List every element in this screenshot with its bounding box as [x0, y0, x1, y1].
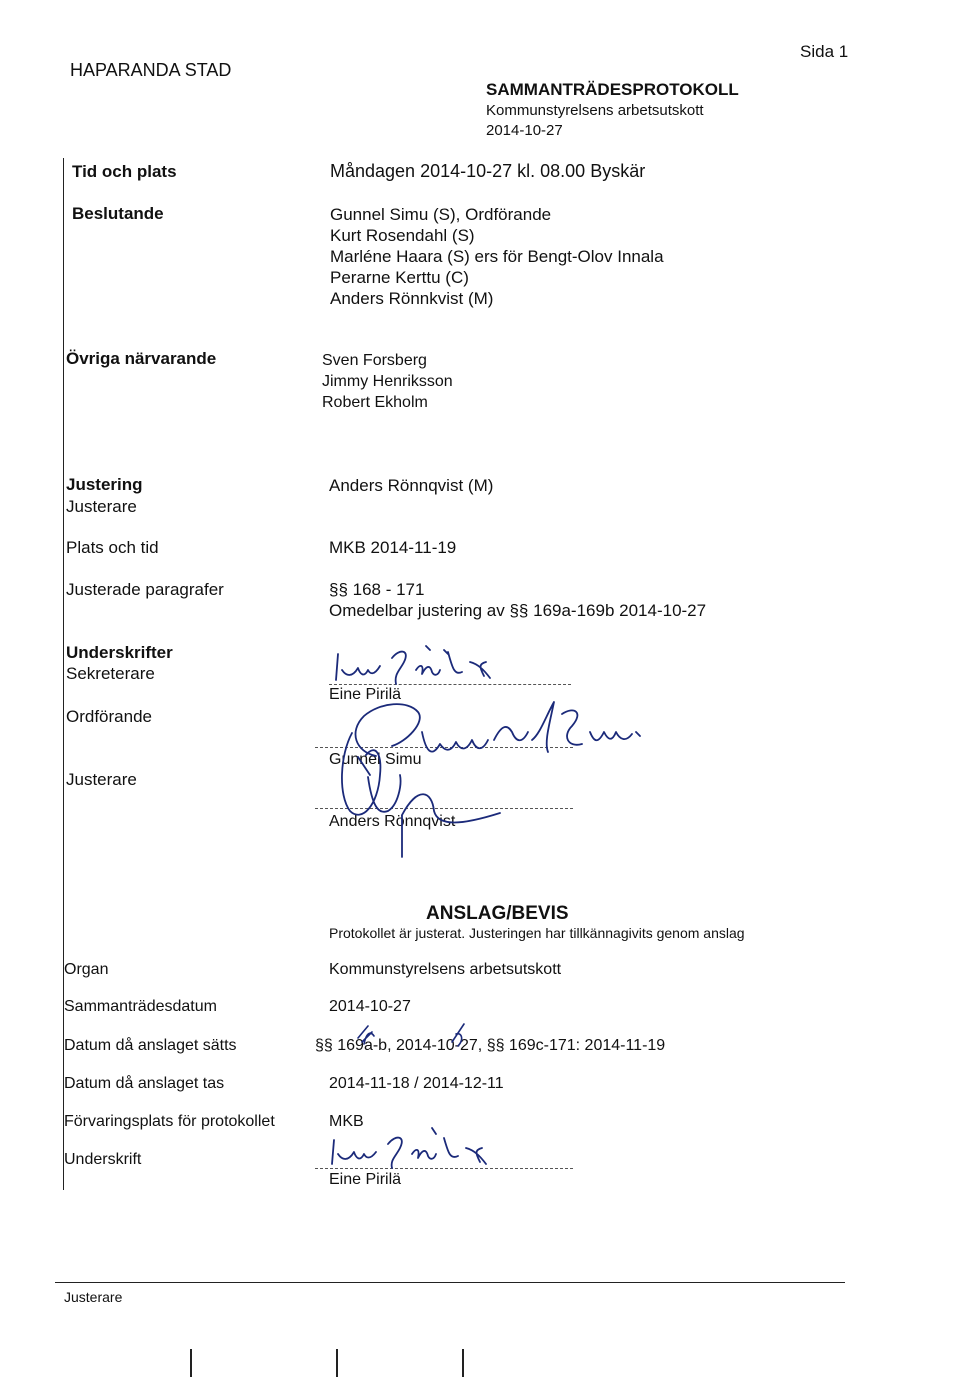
committee-name: Kommunstyrelsens arbetsutskott — [486, 102, 704, 119]
decision-maker: Perarne Kerttu (C) — [330, 268, 469, 287]
footer-initials-box-divider — [462, 1349, 464, 1377]
time-place-value: Måndagen 2014-10-27 kl. 08.00 Byskär — [330, 161, 646, 181]
chair-name: Gunnel Simu — [329, 751, 422, 768]
footer-initials-box-divider — [190, 1349, 192, 1377]
secretary-label: Sekreterare — [66, 664, 155, 683]
organ-value: Kommunstyrelsens arbetsutskott — [329, 961, 562, 978]
place-time-value: MKB 2014-11-19 — [329, 538, 457, 557]
meeting-date-label: Sammanträdesdatum — [64, 998, 217, 1015]
meeting-date-value: 2014-10-27 — [329, 998, 411, 1015]
adjusted-paragraphs-value: §§ 168 - 171 — [329, 580, 425, 599]
signature-label: Underskrift — [64, 1151, 142, 1168]
others-present-label: Övriga närvarande — [66, 349, 217, 368]
posting-date-label: Datum då anslaget sätts — [64, 1037, 237, 1054]
other-present: Sven Forsberg — [322, 352, 427, 369]
storage-place-value: MKB — [329, 1113, 364, 1130]
footer-rule — [55, 1282, 845, 1283]
time-place-label: Tid och plats — [72, 162, 177, 181]
protocol-date: 2014-10-27 — [486, 122, 563, 139]
immediate-adjustment-value: Omedelbar justering av §§ 169a-169b 2014-10-27 — [329, 601, 707, 620]
other-present: Jimmy Henriksson — [322, 373, 453, 390]
footer-initials-box-divider — [336, 1349, 338, 1377]
other-present: Robert Ekholm — [322, 394, 428, 411]
secretary-signature — [330, 636, 530, 696]
adjuster-signature — [322, 715, 502, 865]
notice-signature — [328, 1124, 528, 1174]
removal-date-label: Datum då anslaget tas — [64, 1075, 225, 1092]
signature-name: Eine Pirilä — [329, 1171, 402, 1188]
organization-name: HAPARANDA STAD — [70, 60, 232, 80]
handwritten-correction-marks — [352, 1020, 492, 1060]
left-margin-rule — [63, 158, 64, 1190]
decision-makers-list — [330, 204, 664, 309]
removal-date-value: 2014-11-18 / 2014-12-11 — [329, 1075, 504, 1092]
decision-makers-label: Beslutande — [72, 204, 164, 223]
chair-label: Ordförande — [66, 707, 152, 726]
organ-label: Organ — [64, 961, 109, 978]
posting-date-value: §§ 169a-b, 2014-10-27, §§ 169c-171: 2014-11-19 — [315, 1037, 666, 1054]
notice-intro: Protokollet är justerat. Justeringen har tillkännagivits genom anslag — [329, 925, 745, 941]
decision-maker: Marléne Haara (S) ers för Bengt-Olov Innala — [330, 247, 664, 266]
decision-maker: Gunnel Simu (S), Ordförande — [330, 205, 552, 224]
decision-maker: Kurt Rosendahl (S) — [330, 226, 475, 245]
adjustment-heading: Justering — [66, 475, 143, 494]
secretary-name: Eine Pirilä — [329, 686, 402, 703]
page-number: Sida 1 — [800, 42, 849, 61]
decision-maker: Anders Rönnkvist (M) — [330, 289, 494, 308]
storage-place-label: Förvaringsplats för protokollet — [64, 1113, 275, 1130]
signature-adjuster-label: Justerare — [66, 770, 137, 789]
others-present-list — [322, 350, 453, 413]
document-type: SAMMANTRÄDESPROTOKOLL — [486, 80, 739, 99]
adjuster-label: Justerare — [66, 497, 137, 516]
notice-heading: ANSLAG/BEVIS — [426, 903, 569, 924]
signatures-heading: Underskrifter — [66, 643, 173, 662]
adjusted-paragraphs-label: Justerade paragrafer — [66, 580, 224, 599]
adjuster-value: Anders Rönnqvist (M) — [329, 476, 494, 495]
adjuster-name: Anders Rönnqvist — [329, 813, 456, 830]
footer-adjuster-label: Justerare — [64, 1289, 123, 1305]
place-time-label: Plats och tid — [66, 538, 159, 557]
